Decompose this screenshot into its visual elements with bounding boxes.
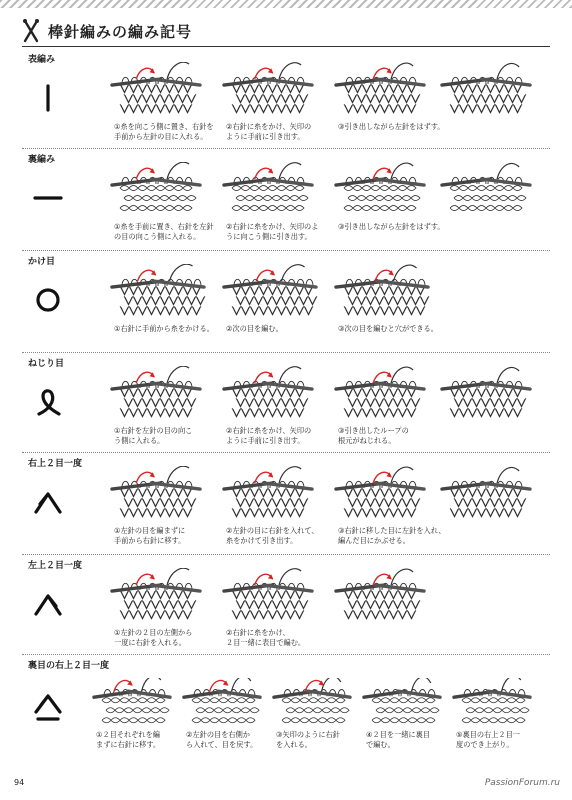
section-title: かけ目 xyxy=(28,257,56,267)
page-header xyxy=(22,17,192,45)
step-caption: ⑤裏目の右上２目一 度のでき上がり。 xyxy=(456,730,520,749)
step-diagram xyxy=(440,162,532,220)
section-k2tog-left xyxy=(22,558,550,658)
section-title: 表編み xyxy=(28,55,56,65)
step-caption: ①糸を手前に置き、右針を左針 の目の向こう側に入れる。 xyxy=(114,222,214,241)
step-diagram xyxy=(222,162,314,220)
step-diagram xyxy=(110,162,202,220)
section-title: 裏目の右上２目一度 xyxy=(28,661,110,671)
top-hatch-band xyxy=(0,0,572,8)
step-caption: ②右針に糸をかけ、矢印のよ うに向こう側に引き出す。 xyxy=(226,222,319,241)
step-diagram xyxy=(334,366,426,424)
k2tog-left-symbol-icon xyxy=(30,586,66,622)
step-caption: ③次の目を編むと穴ができる。 xyxy=(338,324,438,333)
section-purl xyxy=(22,152,550,254)
step-diagram xyxy=(362,678,442,726)
p2tog-right-symbol-icon xyxy=(30,688,66,724)
step-diagram xyxy=(440,466,532,524)
section-knit xyxy=(22,52,550,152)
purl-symbol-icon xyxy=(30,180,66,216)
section-p2tog-right xyxy=(22,658,550,770)
step-caption: ①左針の目を編まずに 手前から右針に移す。 xyxy=(114,526,186,545)
section-title: 左上２目一度 xyxy=(28,561,83,571)
step-caption: ④２目を一緒に裏目 で編む。 xyxy=(366,730,430,749)
step-diagram xyxy=(222,264,318,322)
header-rule xyxy=(22,46,550,47)
step-diagram xyxy=(110,466,202,524)
step-diagram xyxy=(110,62,202,120)
step-diagram xyxy=(222,466,314,524)
step-diagram xyxy=(110,366,202,424)
step-caption: ②次の目を編む。 xyxy=(226,324,283,333)
step-diagram xyxy=(440,62,532,120)
section-twisted xyxy=(22,356,550,456)
step-diagram xyxy=(334,162,426,220)
step-caption: ①右針を左針の目の向こ う側に入れる。 xyxy=(114,426,193,445)
step-diagram xyxy=(222,366,314,424)
step-diagram xyxy=(334,466,426,524)
step-diagram xyxy=(272,678,352,726)
step-caption: ②左針の目に右針を入れて、 糸をかけて引き出す。 xyxy=(226,526,319,545)
step-diagram xyxy=(440,366,532,424)
section-divider xyxy=(22,654,550,655)
step-caption: ①左針の２目の左側から 一度に右針を入れる。 xyxy=(114,628,193,647)
step-diagram xyxy=(334,568,426,626)
section-divider xyxy=(22,554,550,555)
step-caption: ②右針に糸をかけ、矢印の ように手前に引き出す。 xyxy=(226,426,312,445)
section-title: 裏編み xyxy=(28,155,56,165)
page-title: 棒針編みの編み記号 xyxy=(48,22,193,41)
section-divider xyxy=(22,452,550,453)
yarnover-symbol-icon xyxy=(30,282,66,318)
step-caption: ③引き出したループの 根元がねじれる。 xyxy=(338,426,409,445)
step-caption: ②右針に糸をかけ、矢印の ように手前に引き出す。 xyxy=(226,122,312,141)
knit-symbol-icon xyxy=(30,80,66,116)
step-caption: ③右針に移した目に左針を入れ、 編んだ目にかぶせる。 xyxy=(338,526,446,545)
step-diagram xyxy=(110,264,206,322)
section-title: 右上２目一度 xyxy=(28,459,83,469)
step-caption: ①２目それぞれを編 まずに右針に移す。 xyxy=(96,730,161,749)
section-divider xyxy=(22,250,550,251)
page-number: 94 xyxy=(14,778,25,787)
section-yarnover xyxy=(22,254,550,356)
k2tog-right-symbol-icon xyxy=(30,484,66,520)
section-k2tog-right xyxy=(22,456,550,558)
step-diagram xyxy=(92,678,172,726)
step-diagram xyxy=(222,62,314,120)
section-divider xyxy=(22,148,550,149)
step-diagram xyxy=(222,568,314,626)
knitting-needles-icon xyxy=(22,19,40,43)
step-diagram xyxy=(334,264,430,322)
step-caption: ①糸を向こう側に置き、右針を 手前から左針の目に入れる。 xyxy=(114,122,214,141)
step-diagram xyxy=(182,678,262,726)
step-caption: ①右針に手前から糸をかける。 xyxy=(114,324,214,333)
step-caption: ③矢印のように右針 を入れる。 xyxy=(276,730,340,749)
section-title: ねじり目 xyxy=(28,359,65,369)
twisted-symbol-icon xyxy=(30,384,66,420)
step-diagram xyxy=(452,678,532,726)
step-diagram xyxy=(334,62,426,120)
section-divider xyxy=(22,352,550,353)
watermark: PassionForum.ru xyxy=(484,778,560,788)
step-caption: ③引き出しながら左針をはずす。 xyxy=(338,122,445,131)
step-caption: ②左針の目を右側か ら入れて、目を戻す。 xyxy=(186,730,258,749)
step-caption: ③引き出しながら左針をはずす。 xyxy=(338,222,445,231)
step-caption: ②右針に糸をかけ、 ２目一緒に表目で編む。 xyxy=(226,628,306,647)
step-diagram xyxy=(110,568,202,626)
